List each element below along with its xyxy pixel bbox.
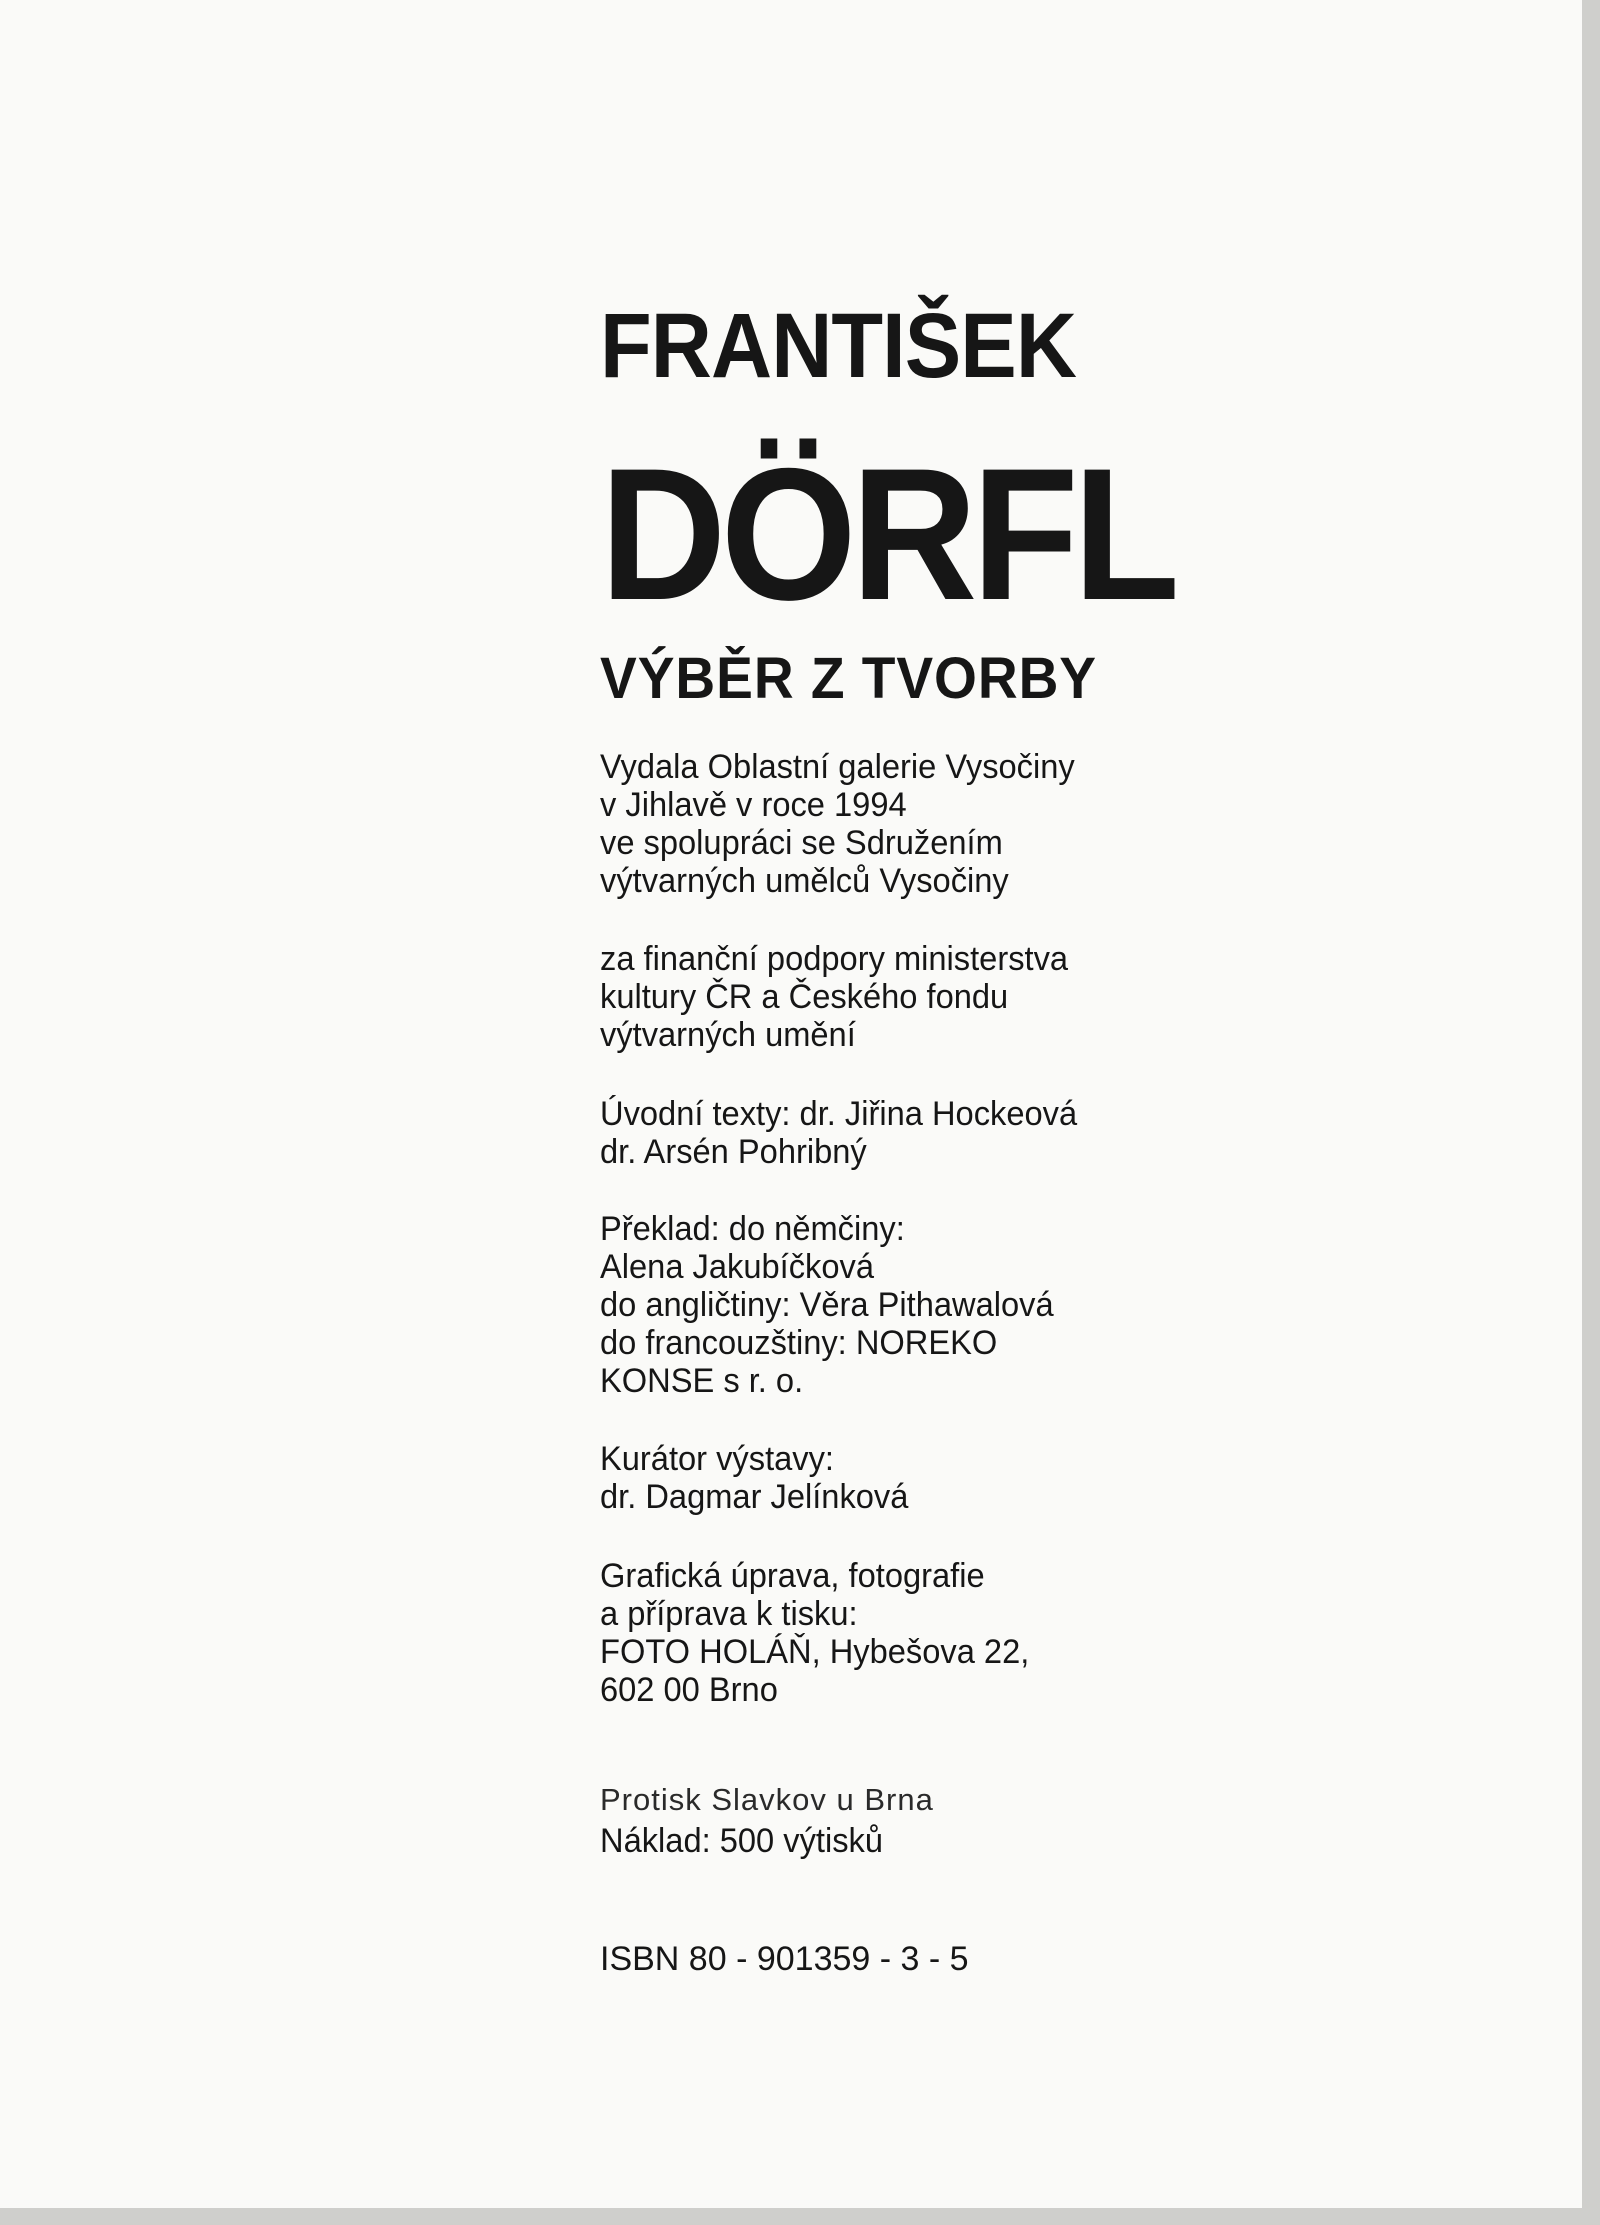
graphics-line: Grafická úprava, fotografie (600, 1557, 985, 1595)
graphics-line: a příprava k tisku: (600, 1595, 858, 1633)
graphics-line: 602 00 Brno (600, 1671, 778, 1709)
publisher-line: v Jihlavě v roce 1994 (600, 786, 907, 824)
publisher-line: Vydala Oblastní galerie Vysočiny (600, 748, 1075, 786)
support-paragraph (600, 940, 1068, 1054)
translation-line: KONSE s r. o. (600, 1362, 804, 1400)
intro-texts-line: Úvodní texty: dr. Jiřina Hockeová (600, 1095, 1078, 1133)
printer-name: Protisk Slavkov u Brna (600, 1782, 934, 1817)
curator-line: Kurátor výstavy: (600, 1440, 834, 1478)
translation-line: do angličtiny: Věra Pithawalová (600, 1286, 1054, 1324)
publisher-line: výtvarných umělců Vysočiny (600, 862, 1009, 900)
support-line: za finanční podpory ministerstva (600, 940, 1069, 978)
graphics-line: FOTO HOLÁŇ, Hybešova 22, (600, 1633, 1030, 1671)
scan-edge-bottom (0, 2208, 1600, 2225)
translation-line: Alena Jakubíčková (600, 1248, 874, 1286)
book-subtitle: VÝBĚR Z TVORBY (600, 646, 1098, 711)
curator-line: dr. Dagmar Jelínková (600, 1478, 909, 1516)
publisher-line: ve spolupráci se Sdružením (600, 824, 1003, 862)
print-run-paragraph (600, 1822, 883, 1860)
intro-texts-line: dr. Arsén Pohribný (600, 1133, 867, 1171)
support-line: výtvarných umění (600, 1016, 856, 1054)
graphics-paragraph (600, 1557, 1029, 1709)
isbn: ISBN 80 - 901359 - 3 - 5 (600, 1940, 969, 1978)
author-first-name: FRANTIŠEK (600, 295, 1077, 397)
support-line: kultury ČR a Českého fondu (600, 978, 1009, 1016)
curator-paragraph (600, 1440, 908, 1516)
print-run: Náklad: 500 výtisků (600, 1822, 884, 1860)
translation-line: Překlad: do němčiny: (600, 1210, 905, 1248)
author-surname: DÖRFL (600, 429, 1175, 639)
publisher-paragraph (600, 748, 1075, 900)
intro-texts-paragraph (600, 1095, 1077, 1171)
scan-edge-right (1582, 0, 1600, 2225)
translation-paragraph (600, 1210, 1054, 1400)
translation-line: do francouzštiny: NOREKO (600, 1324, 998, 1362)
